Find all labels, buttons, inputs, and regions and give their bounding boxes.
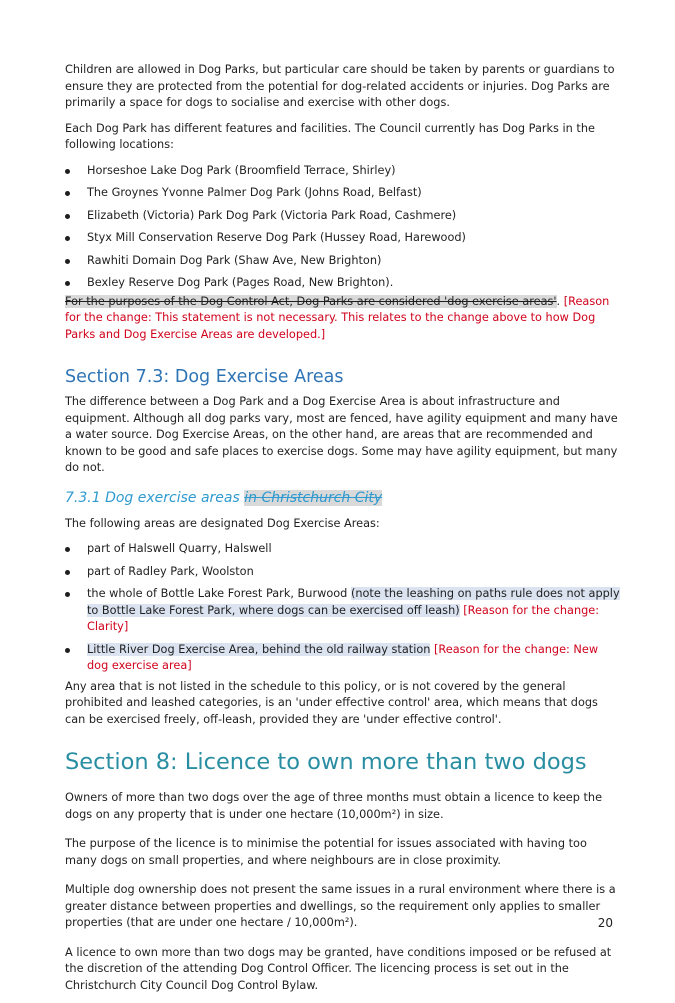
intro-paragraph-2: Each Dog Park has different features and facilities. The Council currently has Dog Parks in the following locations: <box>65 121 595 151</box>
section-8-paragraph-4: A licence to own more than two dogs may be granted, have conditions imposed or be refused at the discretion of the attending Dog Control Officer. The licencing process is set out in the Christchurch City Council Dog Control Bylaw. <box>65 945 612 992</box>
change-reason: [Reason for the change: New dog exercise area] <box>87 642 599 672</box>
list-item: part of Radley Park, Woolston <box>65 564 620 581</box>
list-item: part of Halswell Quarry, Halswell <box>65 541 620 558</box>
section-8-heading: Section 8: Licence to own more than two dogs <box>65 749 587 775</box>
document-page <box>65 62 620 1003</box>
exercise-areas-intro: The following areas are designated Dog Exercise Areas: <box>65 516 380 530</box>
added-text: Little River Dog Exercise Area, behind the old railway station <box>87 642 431 656</box>
section-7-3-1-heading <box>65 489 620 507</box>
list-item: The Groynes Yvonne Palmer Dog Park (Johns Road, Belfast) <box>65 185 620 202</box>
exercise-areas-list <box>65 541 620 675</box>
deleted-statement <box>65 294 620 344</box>
struck-text: For the purposes of the Dog Control Act, Dog Parks are considered 'dog exercise areas' <box>65 294 557 308</box>
effective-control-paragraph: Any area that is not listed in the schedule to this policy, or is not covered by the general prohibited and leashed categories, is an 'under effective control' area, which means that dogs can be exercised freely, off-leash, provided they are 'under effective control'. <box>65 679 598 726</box>
list-item: Bexley Reserve Dog Park (Pages Road, New Brighton). <box>65 275 620 292</box>
change-reason: [Reason for the change: This statement is not necessary. This relates to the change above to how Dog Parks and Dog Exercise Areas are developed.] <box>65 294 610 341</box>
list-item: Rawhiti Domain Dog Park (Shaw Ave, New Brighton) <box>65 253 620 270</box>
struck-period: . <box>556 294 564 308</box>
list-item: Styx Mill Conservation Reserve Dog Park (Hussey Road, Harewood) <box>65 230 620 247</box>
dog-parks-list <box>65 163 620 292</box>
section-7-3-body: The difference between a Dog Park and a Dog Exercise Area is about infrastructure and equipment. Although all dog parks vary, most are fenced, have agility equipment and many have a water source. Dog Exercise Areas, on the other hand, are areas that are recommended and known to be good and safe places to exercise dogs. Some may have agility equipment, but many do not. <box>65 395 618 474</box>
list-item: Elizabeth (Victoria) Park Dog Park (Victoria Park Road, Cashmere) <box>65 208 620 225</box>
section-8-paragraph-3: Multiple dog ownership does not present the same issues in a rural environment where there is a greater distance between properties and dwellings, so the requirement only applies to smaller properties (that are under one hectare / 10,000m²). <box>65 883 616 929</box>
list-item <box>65 586 620 636</box>
change-reason: [Reason for the change: Clarity] <box>87 603 600 633</box>
added-text: (note the leashing on paths rule does not apply to Bottle Lake Forest Park, where dogs can be exercised off leash) <box>87 587 620 617</box>
section-7-3-heading: Section 7.3: Dog Exercise Areas <box>65 367 344 387</box>
section-8-paragraph-2: The purpose of the licence is to minimise the potential for issues associated with having too many dogs on small properties, and where neighbours are in close proximity. <box>65 837 587 867</box>
item-text: the whole of Bottle Lake Forest Park, Burwood <box>87 587 351 600</box>
page-number: 20 <box>597 916 613 930</box>
list-item <box>65 642 620 675</box>
intro-paragraph-1: Children are allowed in Dog Parks, but particular care should be taken by parents or guardians to ensure they are protected from the potential for dog-related accidents or injuries. Dog Parks are primarily a space for dogs to socialise and exercise with other dogs. <box>65 63 615 109</box>
section-8-paragraph-1: Owners of more than two dogs over the age of three months must obtain a licence to keep the dogs on any property that is under one hectare (10,000m²) in size. <box>65 791 603 821</box>
heading-text: 7.3.1 Dog exercise areas <box>65 489 245 506</box>
list-item: Horseshoe Lake Dog Park (Broomfield Terrace, Shirley) <box>65 163 620 180</box>
heading-struck-text: in Christchurch City <box>244 489 383 506</box>
